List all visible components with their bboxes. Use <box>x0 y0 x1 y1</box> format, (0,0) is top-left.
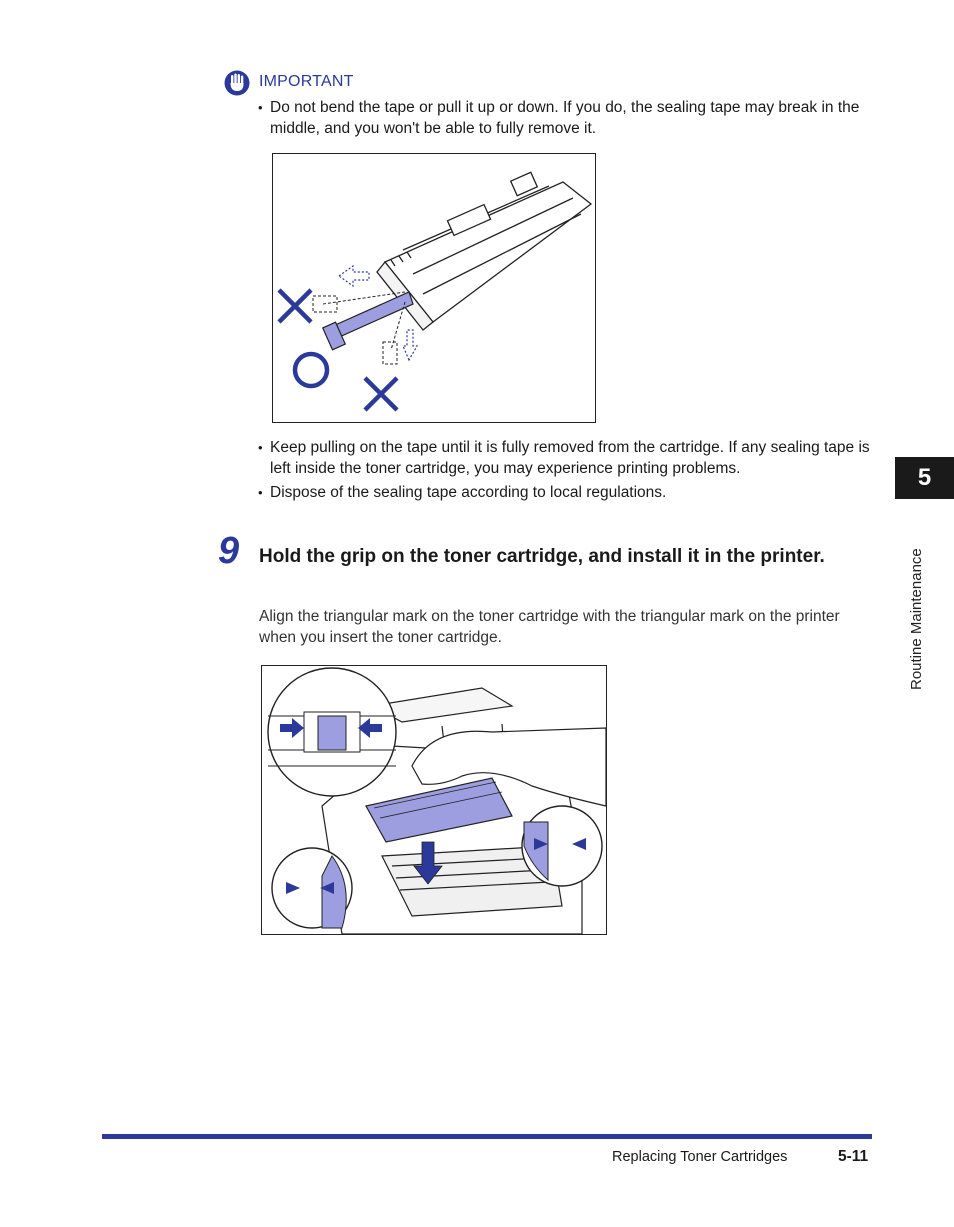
hand-stop-icon <box>224 69 250 97</box>
chapter-title <box>905 510 929 690</box>
chapter-number-tab: 5 <box>895 457 954 499</box>
important-bullet-3: • Dispose of the sealing tape according to local regulations. <box>258 482 882 503</box>
step-title: Hold the grip on the toner cartridge, and install it in the printer. <box>259 546 825 567</box>
install-cartridge-illustration <box>262 666 606 934</box>
step-number: 9 <box>218 530 240 572</box>
footer-section-title: Replacing Toner Cartridges <box>612 1149 788 1165</box>
important-bullet-1: • Do not bend the tape or pull it up or down. If you do, the sealing tape may break in the middle, and you won't be able to fully remove it. <box>258 97 882 139</box>
chapter-title-text: Routine Maintenance <box>908 548 925 690</box>
important-bullet-2: • Keep pulling on the tape until it is fully removed from the cartridge. If any sealing tape is left inside the toner cartridge, you may experience printing problems. <box>258 437 882 479</box>
footer-rule <box>102 1134 872 1139</box>
important-label: IMPORTANT <box>259 73 354 90</box>
figure-install-cartridge <box>261 665 607 935</box>
step-description: Align the triangular mark on the toner cartridge with the triangular mark on the printer when you insert the toner cartridge. <box>259 608 840 646</box>
sealing-tape-illustration <box>273 154 595 422</box>
figure-sealing-tape <box>272 153 596 423</box>
footer-page-number: 5-11 <box>838 1148 869 1165</box>
